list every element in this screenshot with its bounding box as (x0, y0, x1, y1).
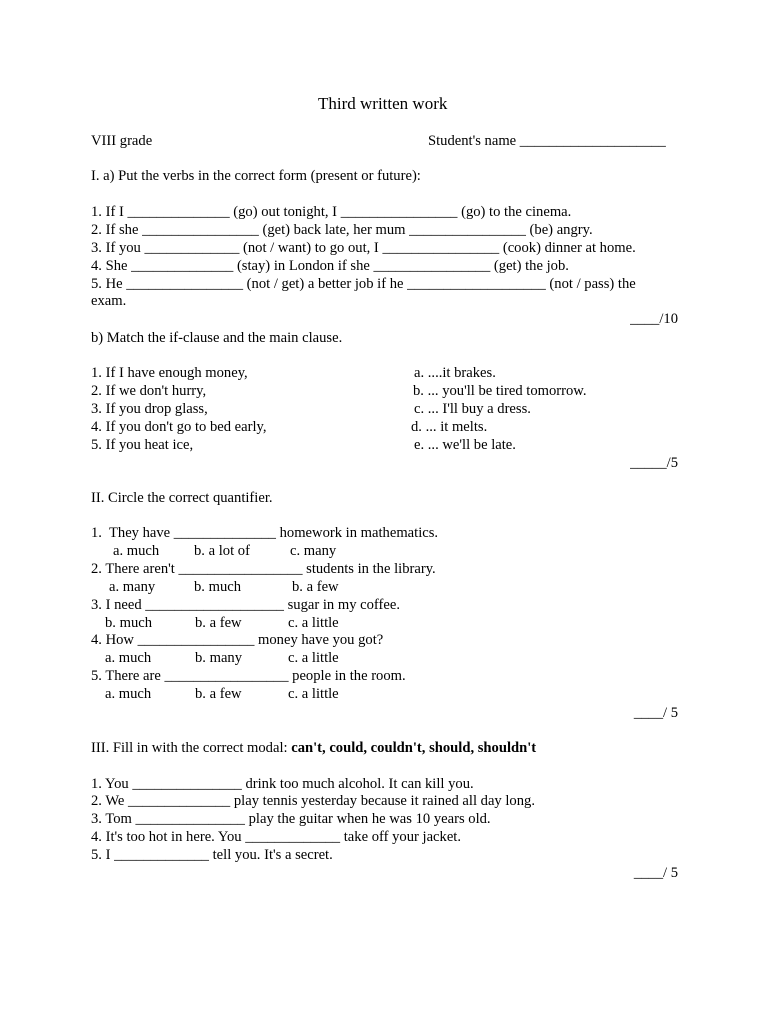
modal-options: can't, could, couldn't, should, shouldn't (291, 740, 537, 756)
if-clause: 3. If you drop glass, (91, 401, 208, 417)
section1a-item: 3. If you _____________ (not / want) to go out, I ________________ (cook) dinner at home. (91, 240, 636, 256)
section1a-item: 5. He ________________ (not / get) a better job if he ___________________ (not / pass) the (91, 276, 636, 292)
if-clause: 4. If you don't go to bed early, (91, 419, 267, 435)
modal-item: 4. It's too hot in here. You _____________ take off your jacket. (91, 829, 461, 845)
quantifier-question: 1. They have ______________ homework in mathematics. (91, 525, 439, 541)
main-clause: c. ... I'll buy a dress. (414, 401, 531, 417)
quantifier-option: b. a lot of (194, 543, 250, 559)
if-clause: 2. If we don't hurry, (91, 383, 207, 399)
quantifier-option: b. much (194, 579, 242, 595)
quantifier-option: a. many (109, 579, 156, 595)
section1a-item: 2. If she ________________ (get) back late, her mum ________________ (be) angry. (91, 222, 593, 238)
quantifier-option: c. a little (288, 615, 339, 631)
section1b-score: _____/5 (630, 455, 678, 471)
modal-item: 5. I _____________ tell you. It's a secret. (91, 847, 333, 863)
modal-item: 2. We ______________ play tennis yesterday because it rained all day long. (91, 793, 535, 809)
quantifier-option: c. many (290, 543, 337, 559)
section3-heading-prefix: III. Fill in with the correct modal: (91, 740, 292, 756)
quantifier-option: b. a few (292, 579, 339, 595)
quantifier-question: 2. There aren't _________________ students in the library. (91, 561, 436, 577)
student-name-field: Student's name ____________________ (428, 133, 666, 149)
quantifier-option: a. much (113, 543, 160, 559)
if-clause: 1. If I have enough money, (91, 365, 248, 381)
quantifier-option: a. much (105, 650, 152, 666)
section2-score: ____/ 5 (633, 705, 678, 721)
quantifier-option: b. a few (195, 615, 242, 631)
grade-label: VIII grade (91, 133, 153, 149)
quantifier-option: a. much (105, 686, 152, 702)
main-clause: b. ... you'll be tired tomorrow. (413, 383, 587, 399)
if-clause: 5. If you heat ice, (91, 437, 194, 453)
quantifier-option: b. much (105, 615, 153, 631)
section1a-item: 1. If I ______________ (go) out tonight, I ________________ (go) to the cinema. (91, 204, 572, 220)
section2-heading: II. Circle the correct quantifier. (91, 490, 273, 506)
main-clause: e. ... we'll be late. (414, 437, 516, 453)
main-clause: a. ....it brakes. (414, 365, 496, 381)
section1a-heading: I. a) Put the verbs in the correct form (present or future): (91, 168, 421, 184)
section1a-item: 4. She ______________ (stay) in London if she ________________ (get) the job. (91, 258, 569, 274)
quantifier-option: c. a little (288, 650, 339, 666)
main-clause: d. ... it melts. (411, 419, 488, 435)
quantifier-question: 3. I need ___________________ sugar in my coffee. (91, 597, 400, 613)
section1b-heading: b) Match the if-clause and the main clause. (91, 330, 343, 346)
quantifier-option: c. a little (288, 686, 339, 702)
quantifier-option: b. a few (195, 686, 242, 702)
modal-item: 1. You _______________ drink too much alcohol. It can kill you. (91, 776, 474, 792)
section1a-item: exam. (91, 293, 127, 309)
modal-item: 3. Tom _______________ play the guitar when he was 10 years old. (91, 811, 491, 827)
page-title: Third written work (318, 94, 448, 113)
quantifier-question: 4. How ________________ money have you got? (91, 632, 384, 648)
quantifier-question: 5. There are _________________ people in the room. (91, 668, 406, 684)
section3-score: ____/ 5 (633, 865, 678, 881)
section3-heading (91, 740, 536, 757)
quantifier-option: b. many (195, 650, 243, 666)
section1a-score: ____/10 (630, 311, 678, 327)
